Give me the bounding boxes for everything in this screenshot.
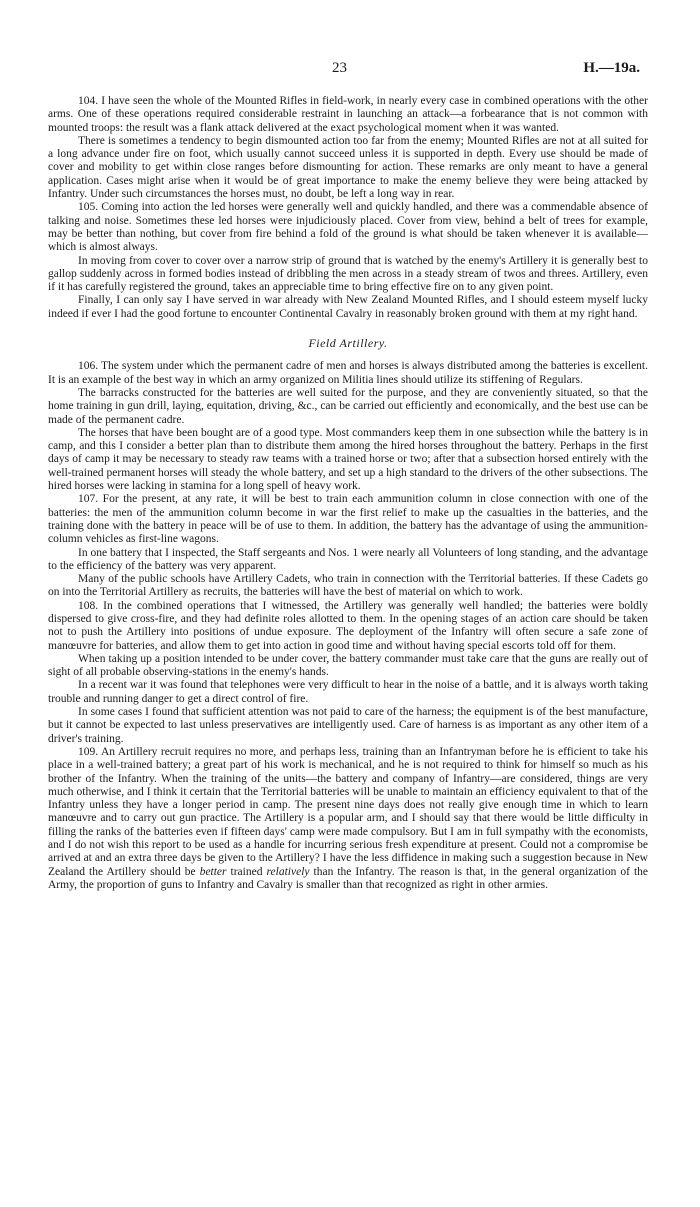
paragraph-moving-cover: In moving from cover to cover over a narrow strip of ground that is watched by the enemy's Artillery it is generally best to gallop suddenly across in formed bodies instead of dribbling the men across in a steady stream of twos and threes. Artillery, even if it has carefully registered the ground, takes an appreciable time to bring effective fire on to any given point. <box>48 254 648 294</box>
paragraph-108: 108. In the combined operations that I witnessed, the Artillery was generally well handled; the batteries were boldly dispersed to give cross-fire, and they had definite roles allotted to them. In the opening stages of an action care should be taken not to push the Artillery into positions of undue exposure. The deployment of the Infantry will often secure a safe zone of manœuvre for batteries, and allow them to get into action in good time and without having special escorts told off for them. <box>48 599 648 652</box>
field-artillery-section <box>48 360 648 892</box>
paragraph-finally: Finally, I can only say I have served in war already with New Zealand Mounted Rifles, and I should esteem myself lucky indeed if ever I had the good fortune to encounter Continental Cavalry in reasonably broken ground with them at my right hand. <box>48 294 648 320</box>
paragraph-barracks: The barracks constructed for the batteries are well suited for the purpose, and they are conveniently situated, so that the home training in gun drill, laying, equitation, driving, &c., can be carried out efficiently and economically, and the best use can be made of the permanent cadre. <box>48 386 648 426</box>
section-heading-field-artillery: Field Artillery. <box>308 336 388 351</box>
emphasis-relatively: relatively <box>266 865 310 878</box>
paragraph-position-cover: When taking up a position intended to be under cover, the battery commander must take care that the guns are really out of sight of all probable observing-stations in the enemy's hands. <box>48 652 648 679</box>
paragraph-harness: In some cases I found that sufficient attention was not paid to care of the harness; the equipment is of the best manufacture, but it cannot be expected to last unless preservatives are intelligently used. Care of harness is as important as any other item of a driver's training. <box>48 706 648 745</box>
paragraph-109-text-c: than the Infantry. The reason is that, in the general organization of the Army, the proportion of guns to Infantry and Cavalry is smaller than that recognized as right in other armies. <box>48 865 648 891</box>
paragraph-dismounted-action: There is sometimes a tendency to begin dismounted action too far from the enemy; Mounted Rifles are not at all suited for a long advance under fire on foot, which usually cannot succeed unless it is supported in depth. Every use should be made of cover and mobility to get within close ranges before dismounting for action. These remarks are only meant to have a general application. Cases might arise when it would be of great importance to make the enemy believe they were being attacked by Infantry. Under such circumstances the horses must, no doubt, be left a long way in rear. <box>48 134 648 201</box>
paragraph-107: 107. For the present, at any rate, it will be best to train each ammunition column in close connection with one of the batteries: the men of the ammunition column become in war the first relief to make up the casualties in the batteries, and the training done with the battery in peace will be of use to them. In addition, the battery has the advantage of using the ammunition-column vehicles as first-line wagons. <box>48 493 648 546</box>
page-body <box>48 95 648 892</box>
paragraph-horses: The horses that have been bought are of a good type. Most commanders keep them in one subsection while the battery is in camp, and this I consider a better plan than to distribute them among the hired horses throughout the battery. Perhaps in the first days of camp it may be necessary to steady raw teams with a trained horse or two; after that a subsection horsed entirely with the well-trained permanent horses will steady the whole battery, and set up a high standard to the drivers of the other subsections. The hired horses were lacking in stamina for a long spell of heavy work. <box>48 426 648 493</box>
paragraph-105: 105. Coming into action the led horses were generally well and quickly handled, and there was a commendable absence of talking and noise. Sometimes these led horses were injudiciously placed. Cover from view, behind a belt of trees for example, may be better than nothing, but cover from fire behind a fold of the ground is what should be taken whenever it is available—which is almost always. <box>48 201 648 254</box>
paragraph-109-text-b: trained <box>226 865 267 878</box>
paragraph-106: 106. The system under which the permanent cadre of men and horses is always distributed among the batteries is excellent. It is an example of the best way in which an army organized on Militia lines should utilize its stiffening of Regulars. <box>48 360 648 386</box>
paragraph-telephones: In a recent war it was found that telephones were very difficult to hear in the noise of a battle, and it is always worth taking trouble and running danger to get a direct control of fire. <box>48 679 648 705</box>
document-reference: H.—19a. <box>583 60 640 76</box>
page-number: 23 <box>332 60 347 76</box>
page-header <box>0 60 700 82</box>
mounted-rifles-section <box>48 95 648 321</box>
emphasis-better: better <box>199 865 227 878</box>
paragraph-artillery-cadets: Many of the public schools have Artillery Cadets, who train in connection with the Territorial batteries. If these Cadets go on into the Territorial Artillery as recruits, the batteries will have the best of material on which to work. <box>48 573 648 599</box>
paragraph-109-text-a: 109. An Artillery recruit requires no more, and perhaps less, training than an Infantryman before he is efficient to take his place in a well-trained battery; a great part of his work is mechanical, and he is not required to think for himself so much as his brother of the Infantry. When the training of the units—the battery and company of Infantry—are considered, things are very much otherwise, and I think it certain that the Territorial batteries will be unable to maintain an efficiency equivalent to that of the Infantry unless they have a longer period in camp. The present nine days does not really give enough time in which to learn manœuvre and to carry out gun practice. The Artillery is a popular arm, and I should say that there would be little difficulty in filling the ranks of the batteries even if fifteen days' camp were made compulsory. But I am in full sympathy with the economists, and I do not wish this report to be used as a handle for incurring serious fresh expenditure at present. Could not a compromise be arrived at and an extra three days be given to the Artillery? I have the less diffidence in making such a suggestion because in New Zealand the Artillery should be <box>48 745 648 878</box>
paragraph-staff-sergeants: In one battery that I inspected, the Staff sergeants and Nos. 1 were nearly all Volunteers of long standing, and the advantage to the efficiency of the battery was very apparent. <box>48 546 648 572</box>
paragraph-109 <box>48 746 648 892</box>
paragraph-104: 104. I have seen the whole of the Mounted Rifles in field-work, in nearly every case in combined operations with the other arms. One of these operations required considerable restraint in launching an attack—a forbearance that is not common with mounted troops: the result was a flank attack delivered at the exact psychological moment when it was wanted. <box>48 95 648 134</box>
